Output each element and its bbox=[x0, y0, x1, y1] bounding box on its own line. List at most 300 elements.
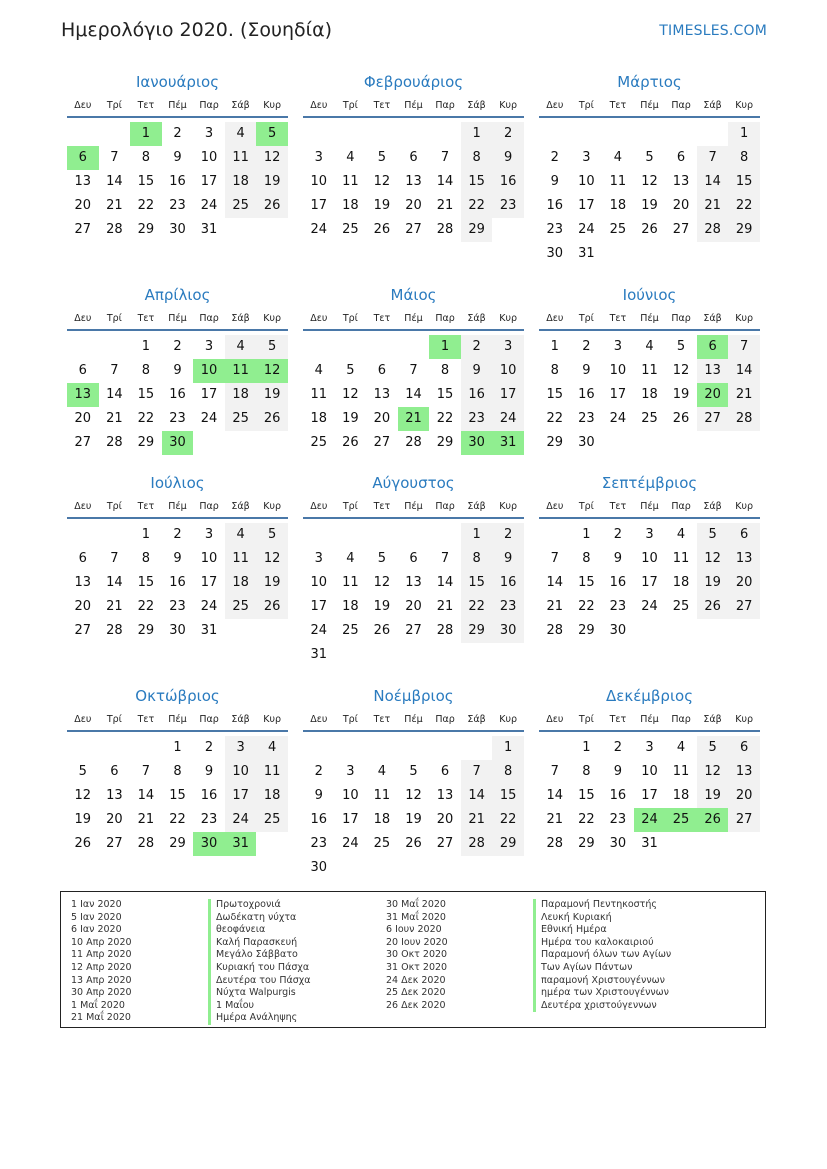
day-cell: 20 bbox=[436, 812, 454, 827]
legend-date: 31 Οκτ 2020 bbox=[386, 961, 448, 973]
weekday-label: Κυρ bbox=[499, 713, 518, 725]
empty-cell bbox=[429, 643, 461, 667]
legend-holiday-name: Δευτέρα χριστούγεννων bbox=[533, 1000, 671, 1013]
day-cell: 25 bbox=[665, 808, 697, 832]
week-row bbox=[539, 760, 760, 784]
weekday-label: Σάβ bbox=[467, 500, 486, 512]
day-cell: 19 bbox=[405, 812, 422, 827]
day-cell: 28 bbox=[405, 435, 422, 450]
empty-cell bbox=[335, 335, 367, 359]
day-cell: 26 bbox=[256, 595, 288, 619]
weekday-label: Σάβ bbox=[703, 312, 722, 324]
day-cell: 20 bbox=[697, 383, 729, 407]
weekday-label: Πέμ bbox=[640, 500, 659, 512]
month-name: Σεπτέμβριος bbox=[601, 474, 698, 492]
empty-cell bbox=[225, 619, 257, 643]
month-2 bbox=[303, 72, 524, 242]
day-cell: 4 bbox=[645, 339, 654, 354]
empty-cell bbox=[492, 218, 524, 242]
day-cell: 12 bbox=[256, 359, 288, 383]
day-cell: 9 bbox=[492, 146, 524, 170]
day-cell: 4 bbox=[225, 122, 257, 146]
day-cell: 18 bbox=[609, 198, 627, 213]
day-cell: 16 bbox=[169, 174, 186, 189]
legend-holiday-name: παραμονή Χριστουγέννων bbox=[533, 975, 671, 988]
weekday-label: Τετ bbox=[373, 500, 391, 512]
day-cell: 3 bbox=[492, 335, 524, 359]
empty-cell bbox=[99, 335, 131, 359]
day-cell: 30 bbox=[609, 836, 627, 851]
day-cell: 10 bbox=[200, 551, 218, 566]
day-cell: 4 bbox=[613, 150, 623, 165]
day-cell: 11 bbox=[373, 788, 391, 803]
day-cell: 2 bbox=[204, 740, 214, 755]
day-cell: 30 bbox=[578, 435, 595, 450]
day-cell: 30 bbox=[609, 623, 627, 638]
day-cell: 6 bbox=[67, 146, 99, 170]
legend-holiday-name: Κυριακή του Πάσχα bbox=[208, 962, 311, 975]
weekday-header bbox=[539, 307, 760, 331]
legend-date: 20 Ιουν 2020 bbox=[386, 936, 448, 948]
month-3 bbox=[539, 72, 760, 266]
day-cell: 13 bbox=[405, 575, 422, 590]
day-cell: 11 bbox=[672, 764, 690, 779]
day-cell: 7 bbox=[110, 363, 119, 378]
week-row bbox=[303, 523, 524, 547]
day-cell: 27 bbox=[74, 222, 92, 237]
weekday-label: Τετ bbox=[137, 99, 155, 111]
day-cell: 2 bbox=[173, 527, 182, 542]
day-cell: 10 bbox=[342, 788, 359, 803]
day-cell: 27 bbox=[74, 435, 92, 450]
day-cell: 9 bbox=[314, 788, 323, 803]
day-cell: 19 bbox=[342, 411, 359, 426]
empty-cell bbox=[335, 643, 367, 667]
day-cell: 22 bbox=[546, 411, 564, 426]
day-cell: 4 bbox=[676, 740, 686, 755]
month-10 bbox=[67, 686, 288, 856]
week-row bbox=[303, 784, 524, 808]
day-cell: 18 bbox=[342, 198, 359, 213]
empty-cell bbox=[429, 523, 461, 547]
day-cell: 27 bbox=[697, 407, 729, 431]
empty-cell bbox=[697, 832, 729, 856]
day-cell: 15 bbox=[728, 170, 760, 194]
day-cell: 6 bbox=[78, 363, 87, 378]
day-cell: 18 bbox=[310, 411, 328, 426]
week-row bbox=[303, 383, 524, 407]
weekday-label: Τετ bbox=[373, 312, 391, 324]
empty-cell bbox=[665, 122, 697, 146]
empty-cell bbox=[256, 218, 288, 242]
day-cell: 17 bbox=[641, 788, 658, 803]
weekday-label: Σάβ bbox=[467, 713, 486, 725]
day-cell: 27 bbox=[74, 623, 92, 638]
day-cell: 5 bbox=[78, 764, 87, 779]
day-cell: 4 bbox=[225, 335, 257, 359]
day-cell: 16 bbox=[546, 198, 564, 213]
day-cell: 22 bbox=[492, 808, 524, 832]
week-row bbox=[303, 595, 524, 619]
day-cell: 12 bbox=[256, 547, 288, 571]
empty-cell bbox=[99, 122, 131, 146]
empty-cell bbox=[697, 619, 729, 643]
empty-cell bbox=[461, 736, 493, 760]
day-cell: 31 bbox=[641, 836, 658, 851]
day-cell: 7 bbox=[728, 335, 760, 359]
week-row bbox=[303, 194, 524, 218]
day-cell: 23 bbox=[492, 595, 524, 619]
day-cell: 21 bbox=[546, 599, 564, 614]
weekday-label: Τρί bbox=[578, 312, 594, 324]
day-cell: 3 bbox=[613, 339, 623, 354]
week-row bbox=[539, 832, 760, 856]
week-row bbox=[67, 784, 288, 808]
week-row bbox=[539, 242, 760, 266]
day-cell: 2 bbox=[461, 335, 493, 359]
day-cell: 2 bbox=[173, 339, 182, 354]
day-cell: 23 bbox=[609, 812, 627, 827]
day-cell: 8 bbox=[141, 363, 151, 378]
empty-cell bbox=[67, 736, 99, 760]
day-cell: 7 bbox=[440, 551, 450, 566]
day-cell: 9 bbox=[173, 150, 182, 165]
day-cell: 8 bbox=[582, 764, 591, 779]
weekday-label: Κυρ bbox=[735, 500, 754, 512]
week-row bbox=[539, 736, 760, 760]
empty-cell bbox=[67, 122, 99, 146]
empty-cell bbox=[728, 619, 760, 643]
day-cell: 10 bbox=[310, 174, 328, 189]
day-cell: 22 bbox=[436, 411, 454, 426]
day-cell: 28 bbox=[106, 435, 123, 450]
day-cell: 14 bbox=[137, 788, 155, 803]
legend-holiday-name: Των Αγίων Πάντων bbox=[533, 962, 671, 975]
weekday-label: Σάβ bbox=[231, 713, 250, 725]
day-cell: 2 bbox=[314, 764, 323, 779]
weekday-label: Παρ bbox=[671, 312, 691, 324]
day-cell: 23 bbox=[492, 194, 524, 218]
weekday-label: Πέμ bbox=[640, 99, 659, 111]
day-cell: 13 bbox=[672, 174, 690, 189]
month-name: Δεκέμβριος bbox=[605, 687, 693, 705]
day-cell: 28 bbox=[461, 832, 493, 856]
weekday-label: Πέμ bbox=[168, 713, 187, 725]
day-cell: 5 bbox=[697, 523, 729, 547]
day-cell: 15 bbox=[578, 575, 595, 590]
legend-holiday-name: Καλή Παρασκευή bbox=[208, 937, 311, 950]
week-row bbox=[303, 832, 524, 856]
day-cell: 16 bbox=[492, 170, 524, 194]
week-row bbox=[67, 547, 288, 571]
day-cell: 11 bbox=[225, 359, 257, 383]
day-cell: 13 bbox=[106, 788, 123, 803]
day-cell: 1 bbox=[461, 122, 493, 146]
day-cell: 4 bbox=[256, 736, 288, 760]
day-cell: 13 bbox=[697, 359, 729, 383]
day-cell: 18 bbox=[672, 788, 690, 803]
week-row bbox=[303, 359, 524, 383]
empty-cell bbox=[697, 122, 729, 146]
day-cell: 28 bbox=[697, 218, 729, 242]
day-cell: 18 bbox=[225, 383, 257, 407]
day-cell: 22 bbox=[137, 599, 155, 614]
day-cell: 3 bbox=[204, 527, 214, 542]
day-cell: 20 bbox=[74, 198, 92, 213]
day-cell: 27 bbox=[405, 222, 422, 237]
weekday-label: Τετ bbox=[609, 312, 627, 324]
day-cell: 10 bbox=[225, 760, 257, 784]
weekday-label: Κυρ bbox=[263, 312, 282, 324]
week-row bbox=[539, 170, 760, 194]
weekday-label: Κυρ bbox=[263, 713, 282, 725]
week-row bbox=[539, 547, 760, 571]
day-cell: 29 bbox=[578, 623, 595, 638]
day-cell: 28 bbox=[546, 623, 564, 638]
weekday-header bbox=[539, 708, 760, 732]
legend-holiday-name: Πρωτοχρονιά bbox=[208, 899, 311, 912]
empty-cell bbox=[366, 122, 398, 146]
legend-left-dates bbox=[71, 899, 132, 1025]
day-cell: 26 bbox=[256, 194, 288, 218]
weekday-label: Τετ bbox=[137, 713, 155, 725]
day-cell: 1 bbox=[173, 740, 182, 755]
month-1 bbox=[67, 72, 288, 242]
day-cell: 4 bbox=[346, 551, 355, 566]
day-cell: 15 bbox=[436, 387, 454, 402]
day-cell: 30 bbox=[169, 623, 186, 638]
week-row bbox=[539, 595, 760, 619]
day-cell: 17 bbox=[310, 599, 328, 614]
day-cell: 25 bbox=[342, 222, 359, 237]
day-cell: 24 bbox=[200, 411, 218, 426]
day-cell: 5 bbox=[256, 122, 288, 146]
month-name: Μάιος bbox=[390, 286, 437, 304]
empty-cell bbox=[335, 122, 367, 146]
day-cell: 25 bbox=[373, 836, 391, 851]
day-cell: 20 bbox=[672, 198, 690, 213]
week-row bbox=[67, 571, 288, 595]
week-row bbox=[539, 359, 760, 383]
day-cell: 4 bbox=[377, 764, 387, 779]
empty-cell bbox=[193, 431, 225, 455]
weekday-label: Παρ bbox=[435, 312, 455, 324]
day-cell: 11 bbox=[641, 363, 658, 378]
legend-date: 1 Μαΐ 2020 bbox=[71, 999, 125, 1011]
day-cell: 18 bbox=[373, 812, 391, 827]
empty-cell bbox=[665, 619, 697, 643]
month-4 bbox=[67, 285, 288, 455]
day-cell: 29 bbox=[546, 435, 564, 450]
weekday-label: Πέμ bbox=[168, 500, 187, 512]
day-cell: 24 bbox=[578, 222, 595, 237]
brand-link[interactable]: TIMESLES.COM bbox=[659, 23, 767, 39]
week-row bbox=[539, 808, 760, 832]
day-cell: 11 bbox=[225, 146, 257, 170]
day-cell: 27 bbox=[436, 836, 454, 851]
weekday-label: Παρ bbox=[199, 99, 219, 111]
day-cell: 12 bbox=[641, 174, 658, 189]
legend-date: 1 Ιαν 2020 bbox=[71, 899, 122, 910]
weekday-label: Τετ bbox=[373, 99, 391, 111]
weekday-header bbox=[303, 307, 524, 331]
day-cell: 16 bbox=[578, 387, 595, 402]
day-cell: 8 bbox=[550, 363, 559, 378]
weekday-label: Σάβ bbox=[231, 312, 250, 324]
day-cell: 25 bbox=[310, 435, 328, 450]
day-cell: 25 bbox=[225, 595, 257, 619]
day-cell: 21 bbox=[436, 198, 454, 213]
day-cell: 22 bbox=[137, 411, 155, 426]
weekday-label: Τετ bbox=[609, 713, 627, 725]
week-row bbox=[539, 619, 760, 643]
day-cell: 1 bbox=[728, 122, 760, 146]
month-name: Οκτώβριος bbox=[135, 687, 220, 705]
week-row bbox=[539, 407, 760, 431]
day-cell: 26 bbox=[373, 222, 391, 237]
day-cell: 18 bbox=[256, 784, 288, 808]
day-cell: 6 bbox=[728, 736, 760, 760]
weekday-label: Δευ bbox=[310, 713, 328, 725]
legend-date: 6 Ιαν 2020 bbox=[71, 924, 122, 936]
empty-cell bbox=[398, 643, 430, 667]
day-cell: 15 bbox=[461, 571, 493, 595]
day-cell: 26 bbox=[74, 836, 92, 851]
day-cell: 9 bbox=[550, 174, 559, 189]
day-cell: 21 bbox=[398, 407, 430, 431]
day-cell: 4 bbox=[346, 150, 355, 165]
empty-cell bbox=[539, 523, 571, 547]
week-row bbox=[303, 218, 524, 242]
empty-cell bbox=[728, 832, 760, 856]
empty-cell bbox=[335, 856, 367, 880]
week-row bbox=[67, 523, 288, 547]
legend-holiday-name: Παραμονή όλων των Αγίων bbox=[533, 949, 671, 962]
empty-cell bbox=[256, 431, 288, 455]
day-cell: 12 bbox=[697, 547, 729, 571]
day-cell: 8 bbox=[141, 150, 151, 165]
day-cell: 21 bbox=[106, 198, 123, 213]
weekday-label: Σάβ bbox=[467, 312, 486, 324]
weekday-label: Τετ bbox=[137, 500, 155, 512]
week-row bbox=[303, 146, 524, 170]
weekday-header bbox=[539, 495, 760, 519]
day-cell: 18 bbox=[672, 575, 690, 590]
empty-cell bbox=[398, 122, 430, 146]
month-7 bbox=[67, 473, 288, 643]
weekday-label: Κυρ bbox=[499, 99, 518, 111]
day-cell: 29 bbox=[728, 218, 760, 242]
empty-cell bbox=[665, 242, 697, 266]
day-cell: 13 bbox=[67, 383, 99, 407]
day-cell: 16 bbox=[492, 571, 524, 595]
day-cell: 21 bbox=[546, 812, 564, 827]
day-cell: 27 bbox=[106, 836, 123, 851]
weekday-header bbox=[67, 708, 288, 732]
day-cell: 12 bbox=[672, 363, 690, 378]
day-cell: 11 bbox=[225, 547, 257, 571]
day-cell: 18 bbox=[225, 170, 257, 194]
day-cell: 21 bbox=[728, 383, 760, 407]
day-cell: 5 bbox=[676, 339, 686, 354]
day-cell: 23 bbox=[310, 836, 328, 851]
legend-date: 30 Οκτ 2020 bbox=[386, 949, 448, 961]
day-cell: 8 bbox=[141, 551, 151, 566]
empty-cell bbox=[634, 242, 666, 266]
weekday-label: Δευ bbox=[74, 99, 92, 111]
day-cell: 6 bbox=[676, 150, 686, 165]
legend-holiday-name: θεοφάνεια bbox=[208, 924, 311, 937]
day-cell: 8 bbox=[461, 146, 493, 170]
day-cell: 9 bbox=[582, 363, 591, 378]
day-cell: 23 bbox=[546, 222, 564, 237]
day-cell: 12 bbox=[373, 575, 391, 590]
week-row bbox=[67, 808, 288, 832]
day-cell: 23 bbox=[169, 599, 186, 614]
day-cell: 28 bbox=[728, 407, 760, 431]
legend-date: 11 Απρ 2020 bbox=[71, 949, 132, 961]
empty-cell bbox=[99, 523, 131, 547]
weekday-label: Παρ bbox=[199, 312, 219, 324]
legend-holiday-name: ημέρα των Χριστουγέννων bbox=[533, 987, 671, 1000]
day-cell: 25 bbox=[672, 599, 690, 614]
empty-cell bbox=[602, 122, 634, 146]
weekday-label: Σάβ bbox=[703, 99, 722, 111]
day-cell: 17 bbox=[578, 198, 595, 213]
week-row bbox=[67, 595, 288, 619]
day-cell: 14 bbox=[461, 784, 493, 808]
day-cell: 1 bbox=[429, 335, 461, 359]
week-row bbox=[539, 335, 760, 359]
day-cell: 29 bbox=[492, 832, 524, 856]
day-cell: 5 bbox=[409, 764, 418, 779]
legend-holiday-name: Μεγάλο Σάββατο bbox=[208, 949, 311, 962]
day-cell: 11 bbox=[310, 387, 328, 402]
day-cell: 21 bbox=[436, 599, 454, 614]
legend-holiday-name: Λευκή Κυριακή bbox=[533, 912, 671, 925]
day-cell: 31 bbox=[492, 431, 524, 455]
day-cell: 28 bbox=[137, 836, 155, 851]
day-cell: 3 bbox=[204, 339, 214, 354]
day-cell: 8 bbox=[492, 760, 524, 784]
weekday-label: Δευ bbox=[310, 500, 328, 512]
day-cell: 1 bbox=[550, 339, 559, 354]
day-cell: 20 bbox=[373, 411, 391, 426]
empty-cell bbox=[634, 619, 666, 643]
day-cell: 29 bbox=[137, 222, 155, 237]
weekday-label: Τρί bbox=[106, 99, 122, 111]
day-cell: 7 bbox=[550, 764, 559, 779]
empty-cell bbox=[697, 431, 729, 455]
day-cell: 26 bbox=[697, 595, 729, 619]
day-cell: 7 bbox=[697, 146, 729, 170]
day-cell: 17 bbox=[641, 575, 658, 590]
day-cell: 19 bbox=[256, 170, 288, 194]
empty-cell bbox=[335, 523, 367, 547]
day-cell: 22 bbox=[578, 812, 595, 827]
day-cell: 17 bbox=[225, 784, 257, 808]
empty-cell bbox=[539, 736, 571, 760]
weekday-label: Δευ bbox=[546, 312, 564, 324]
empty-cell bbox=[67, 523, 99, 547]
week-row bbox=[303, 547, 524, 571]
day-cell: 14 bbox=[405, 387, 422, 402]
legend-date: 21 Μαΐ 2020 bbox=[71, 1012, 131, 1024]
day-cell: 16 bbox=[169, 575, 186, 590]
weekday-label: Δευ bbox=[74, 713, 92, 725]
day-cell: 25 bbox=[609, 222, 627, 237]
day-cell: 24 bbox=[342, 836, 359, 851]
